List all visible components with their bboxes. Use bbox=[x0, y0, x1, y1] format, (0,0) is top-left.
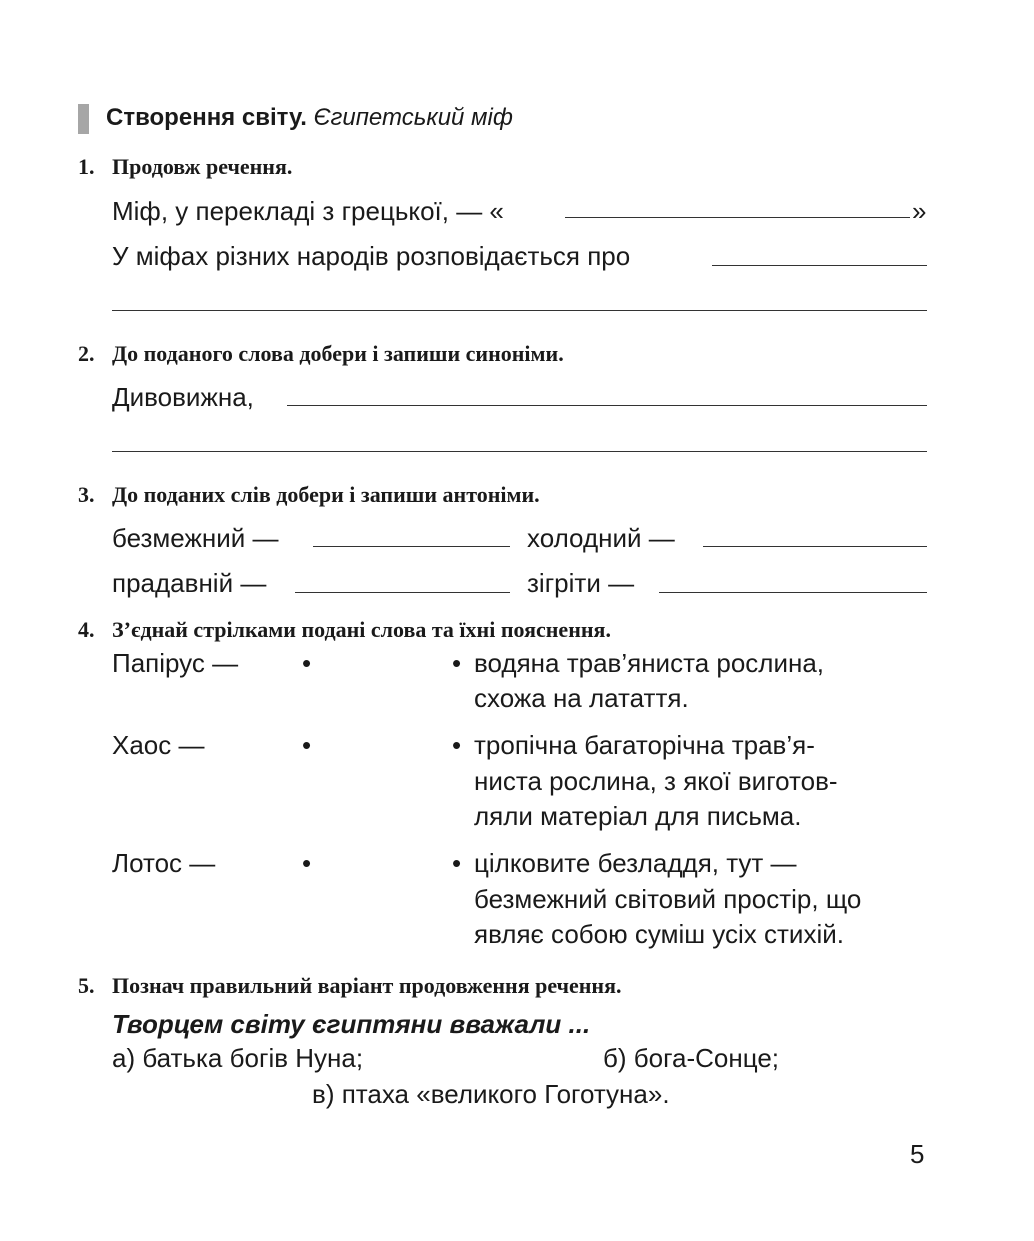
task-2-instruction bbox=[78, 340, 564, 368]
match-dot-right[interactable]: • bbox=[452, 848, 462, 878]
match-dot-left[interactable]: • bbox=[302, 848, 312, 878]
task-text: До поданих слів добери і запиши антоніми. bbox=[112, 482, 540, 507]
task-number: 2. bbox=[78, 341, 95, 366]
synonym-word: Дивовижна, bbox=[112, 382, 254, 412]
definition-line: схожа на латаття. bbox=[474, 683, 689, 713]
task-text: Познач правильний варіант продовження речення. bbox=[112, 973, 622, 998]
task-number: 1. bbox=[78, 154, 95, 179]
task-text: Продовж речення. bbox=[112, 154, 293, 179]
option-a[interactable]: а) батька богів Нуна; bbox=[112, 1043, 364, 1073]
definition-line: тропічна багаторічна трав’я- bbox=[474, 730, 815, 760]
answer-line[interactable] bbox=[112, 310, 927, 311]
task-number: 5. bbox=[78, 973, 95, 998]
match-dot-right[interactable]: • bbox=[452, 648, 462, 678]
definition-line: ляли матеріал для письма. bbox=[474, 801, 802, 831]
definition-line: водяна трав’яниста рослина, bbox=[474, 648, 825, 678]
antonym-word: зігріти — bbox=[527, 568, 635, 598]
definition-line: цілковите безладдя, тут — bbox=[474, 848, 797, 878]
task-3-instruction bbox=[78, 481, 540, 509]
option-b[interactable]: б) бога-Сонце; bbox=[603, 1043, 780, 1073]
match-dot-right[interactable]: • bbox=[452, 730, 462, 760]
answer-line[interactable] bbox=[313, 546, 510, 547]
definition-line: ниста рослина, з якої виготов- bbox=[474, 766, 838, 796]
section-title-italic: Єгипетський міф bbox=[313, 104, 513, 131]
section-marker bbox=[78, 104, 89, 134]
answer-line[interactable] bbox=[703, 546, 927, 547]
match-word: Лотос — bbox=[112, 848, 216, 878]
option-c[interactable]: в) птаха «великого Гоготуна». bbox=[312, 1079, 670, 1109]
answer-line[interactable] bbox=[565, 217, 910, 218]
antonym-word: безмежний — bbox=[112, 523, 279, 553]
task-4-instruction bbox=[78, 616, 611, 644]
antonym-word: холодний — bbox=[527, 523, 675, 553]
section-title bbox=[106, 103, 513, 133]
answer-line[interactable] bbox=[295, 592, 510, 593]
task-number: 4. bbox=[78, 617, 95, 642]
closing-quote: » bbox=[912, 196, 927, 226]
task-1-instruction bbox=[78, 153, 292, 181]
answer-line[interactable] bbox=[712, 265, 927, 266]
match-word: Папірус — bbox=[112, 648, 239, 678]
task-number: 3. bbox=[78, 482, 95, 507]
task-1-myths-sentence: У міфах різних народів розповідається про bbox=[112, 241, 631, 271]
definition-line: безмежний світовий простір, що bbox=[474, 884, 862, 914]
task-text: З’єднай стрілками подані слова та їхні пояснення. bbox=[112, 617, 611, 642]
answer-line[interactable] bbox=[659, 592, 927, 593]
task-5-instruction bbox=[78, 972, 622, 1000]
match-dot-left[interactable]: • bbox=[302, 648, 312, 678]
definition-line: являє собою суміш усіх стихій. bbox=[474, 919, 844, 949]
task-5-prompt: Творцем світу єгиптяни вважали ... bbox=[112, 1009, 591, 1039]
antonym-word: прадавній — bbox=[112, 568, 267, 598]
task-1-myth-sentence: Міф, у перекладі з грецької, — « bbox=[112, 196, 504, 226]
answer-line[interactable] bbox=[112, 451, 927, 452]
section-title-bold: Створення світу. bbox=[106, 104, 307, 131]
page-number: 5 bbox=[910, 1139, 925, 1169]
match-word: Хаос — bbox=[112, 730, 205, 760]
task-text: До поданого слова добери і запиши синоніми. bbox=[112, 341, 564, 366]
answer-line[interactable] bbox=[287, 405, 927, 406]
match-dot-left[interactable]: • bbox=[302, 730, 312, 760]
